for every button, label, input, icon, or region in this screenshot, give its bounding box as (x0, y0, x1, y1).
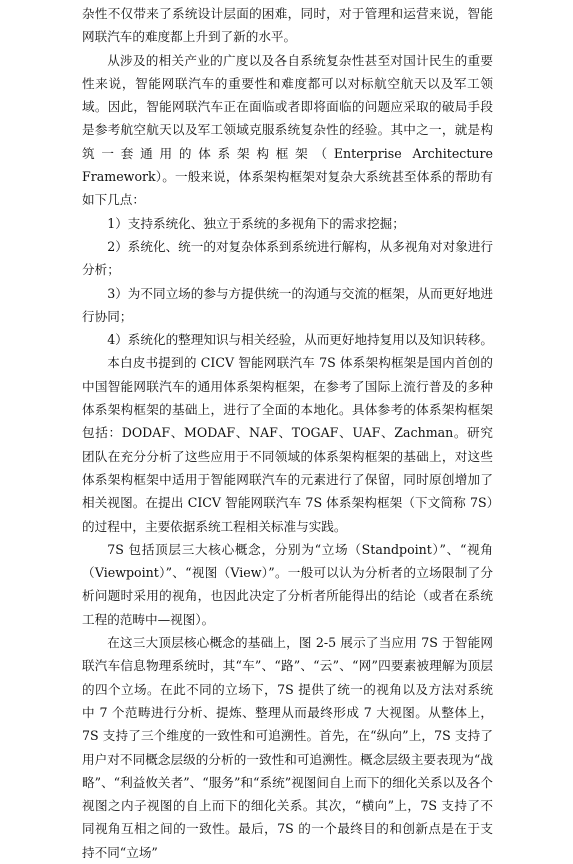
list-item-2: 2）系统化、统一的对复杂体系到系统进行解构，从多视角对对象进行分析； (82, 238, 494, 278)
list-item-4: 4）系统化的整理知识与相关经验，从而更好地持复用以及知识转移。 (107, 332, 494, 348)
paragraph-core-concepts: 7S 包括顶层三大核心概念，分别为“立场（Standpoint）”、“视角（Viewpoint）”、“视图（View）”。一般可以认为分析者的立场限制了分析问题时采用的视角，也因此决定了分析者所能得出的结论（或者在系统工程的范畴中—视图）。 (82, 541, 493, 627)
list-item-1: 1）支持系统化、独立于系统的多视角下的需求挖掘； (107, 215, 405, 231)
list-item-3: 3）为不同立场的参与方提供统一的沟通与交流的框架，从而更好地进行协同； (82, 285, 494, 324)
paragraph-cicv-7s: 本白皮书提到的 CICV 智能网联汽车 7S 体系架构框架是国内首创的中国智能网联汽车的通用体系架构框架，在参考了国际上流行普及的多种体系架构框架的基础上，进行了全面的本地化。具体参考的体系架构框架包括：DODAF、MODAF、NAF、TOGAF、UAF、Zachman。研究团队在充分分析了这些应用于不同领域的体系架构框架的基础上，对这些体系架构框架中适用于智能网联汽车的元素进行了保留，同时原创增加了相关视图。在提出 CICV 智能网联汽车 7S 体系架构框架（下文简称 7S）的过程中，主要依据系统工程相关标准与实践。 (82, 355, 493, 534)
paragraph-industry-scope: 从涉及的相关产业的广度以及各自系统复杂性甚至对国计民生的重要性来说，智能网联汽车的重要性和难度都可以对标航空航天以及军工领域。因此，智能网联汽车正在面临或者即将面临的问题应采取的破局手段是参考航空航天以及军工领域克服系统复杂性的经验。其中之一，就是构筑一套通用的体系架构框架（Enterprise Architecture Framework）。一般来说，体系架构框架对复杂大系统甚至体系的帮助有如下几点： (82, 52, 493, 208)
paragraph-intro-continuation: 杂性不仅带来了系统设计层面的困难，同时，对于管理和运营来说，智能网联汽车的难度都上升到了新的水平。 (82, 6, 493, 45)
paragraph-standpoints: 在这三大顶层核心概念的基础上，图 2-5 展示了当应用 7S 于智能网联汽车信息物理系统时，其“车”、“路”、“云”、“网”四要素被理解为顶层的四个立场。在此不同的立场下，7S 提供了统一的视角以及方法对系统中 7 个范畴进行分析、提炼、整理从而最终形成 7 大视图。从整体上，7S 支持了三个维度的一致性和可追溯性。首先，在“纵向”上，7S 支持了用户对不同概念层级的分析的一致性和可追溯性。概念层级主要表现为“战略”、“利益攸关者”、“服务”和“系统”视图间自上而下的细化关系以及各个视图之内子视图的自上而下的细化关系。其次，“横向”上，7S 支持了不同视角互相之间的一致性。最后，7S 的一个最终目的和创新点是在于支持不同“立场” (82, 635, 493, 860)
